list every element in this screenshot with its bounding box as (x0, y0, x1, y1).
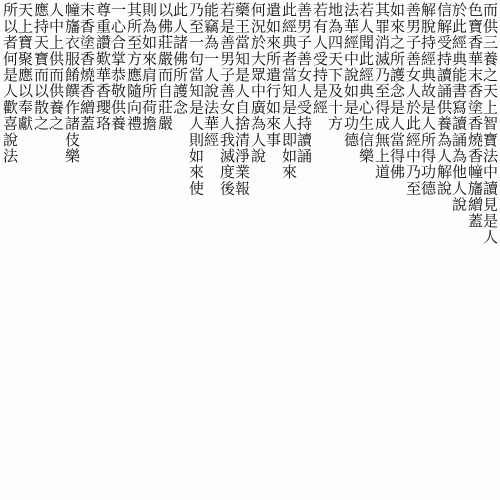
text-column: 何況於大眾中廣為人說 (249, 2, 267, 164)
text-column: 人中上供而供養之 (47, 2, 65, 132)
text-column: 所以者何是人歡喜說法 (1, 2, 19, 164)
text-column: 色寶香華末香塗香燒香幢旛繒蓋 (466, 2, 484, 229)
text-column: 善男子善女人受持讀誦 (295, 2, 313, 164)
text-column: 於此經典能書寫讀誦為他人說 (450, 2, 468, 213)
text-column: 一心合掌恭敬供養 (109, 2, 127, 132)
text-column: 法華經中說如是功德 (342, 2, 360, 148)
text-column: 若有人受持是經 (311, 2, 329, 116)
text-column: 遣如來所遣行如來事 (264, 2, 282, 148)
text-column: 藥王當知是人自捨清淨業報 (233, 2, 251, 197)
text-column: 而供三養之天上智寶法中讀見是人 (481, 2, 499, 245)
text-column: 信解受持讀誦供養為人解說 (435, 2, 453, 197)
text-column: 此人諸佛所護念 (171, 2, 189, 116)
text-column: 如來之所護念是人當得佛 (388, 2, 406, 181)
text-column: 則為如來肩所荷擔 (140, 2, 158, 132)
text-column: 其所至方應隨向禮 (125, 2, 143, 132)
text-column: 應持天寶而以散之 (32, 2, 50, 132)
text-column: 善男子善女人於此經中乃至 (404, 2, 422, 197)
text-column: 幢旛衣服餚饌作諸伎樂 (63, 2, 81, 164)
text-column: 末香塗香燒香繒蓋 (78, 2, 96, 132)
text-column: 地為四天下及十方 (326, 2, 344, 132)
text-column: 能竊為一人說法華經 (202, 2, 220, 148)
text-column: 其罪消滅乃至得成無上道 (373, 2, 391, 181)
text-column: 乃至一句當知是人則如來使 (187, 2, 205, 197)
text-column: 解脫持經典故是人所得功德 (419, 2, 437, 197)
text-column: 若人聞此經典心生信樂 (357, 2, 375, 164)
text-column: 若是善男子善女人我滅度後 (218, 2, 236, 197)
text-column: 以佛莊嚴而自莊嚴 (156, 2, 174, 132)
text-column: 天上寶聚應以奉獻 (16, 2, 34, 132)
text-column: 尊重讚歎華香瓔珞 (94, 2, 112, 132)
text-column: 此經典者當知是人即如來 (280, 2, 298, 181)
